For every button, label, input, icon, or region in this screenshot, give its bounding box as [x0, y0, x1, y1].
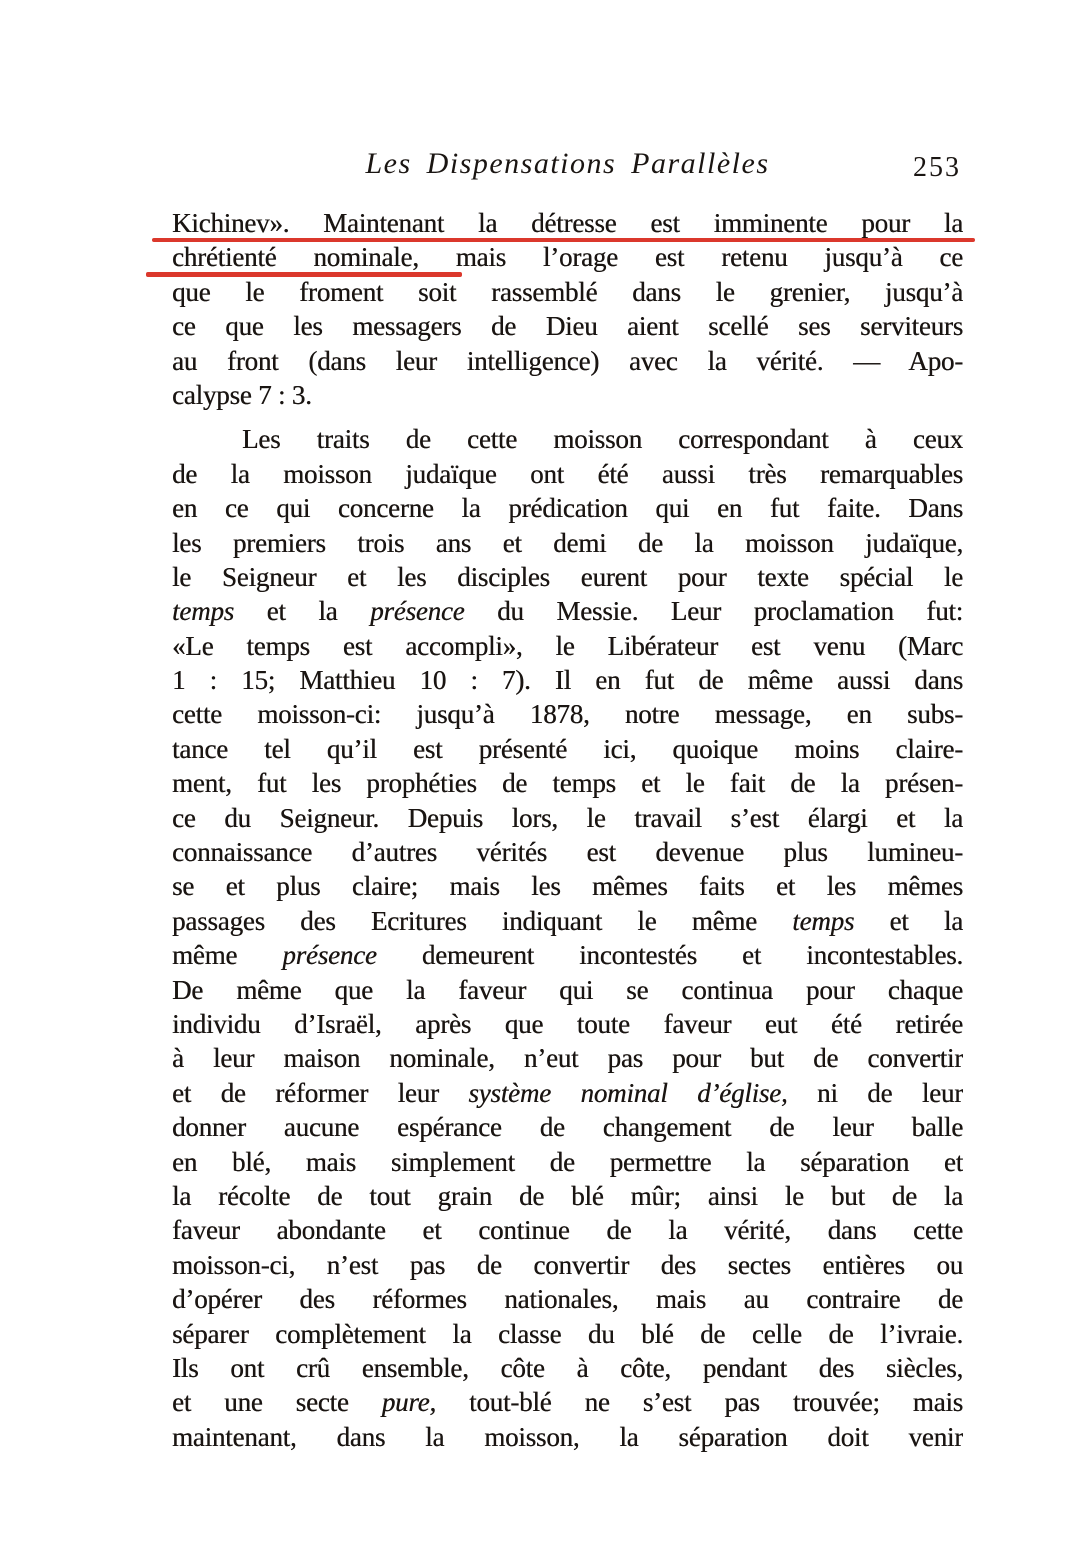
text-line — [172, 309, 963, 343]
page-number: 253 — [913, 152, 961, 183]
text-line — [172, 594, 963, 628]
text-segment: séparer complètement la classe du blé de celle de l’ivraie. — [172, 1318, 963, 1349]
text-line — [172, 1385, 963, 1419]
text-segment: maintenant, dans la moisson, la séparation doit venir — [172, 1421, 963, 1452]
text-segment: faveur abondante et continue de la vérité, dans cette — [172, 1215, 963, 1246]
text-line — [172, 1110, 963, 1144]
text-segment: chrétienté nominale, mais l’orage est retenu jusqu’à ce — [172, 242, 963, 273]
text-segment: la récolte de tout grain de blé mûr; ainsi le but de la — [172, 1180, 963, 1211]
text-segment: et la — [234, 596, 371, 627]
text-line — [172, 1248, 963, 1282]
running-header — [172, 146, 963, 184]
text-segment: au front (dans leur intelligence) avec la vérité. — Apo- — [172, 345, 963, 376]
text-line — [172, 491, 963, 525]
text-line — [172, 663, 963, 697]
text-segment: cette moisson-ci: jusqu’à 1878, notre message, en subs- — [172, 699, 963, 730]
text-segment: en ce qui concerne la prédication qui en fut faite. Dans — [172, 493, 963, 524]
text-line — [172, 526, 963, 560]
text-segment: demeurent incontestés et incontestables. — [376, 940, 963, 971]
text-line — [172, 697, 963, 731]
text-line — [172, 1007, 963, 1041]
text-line — [172, 1420, 963, 1454]
emphasized-text: temps — [172, 596, 234, 627]
paragraph — [172, 422, 963, 1454]
text-line — [172, 1145, 963, 1179]
text-segment: moisson-ci, n’est pas de convertir des sectes entières ou — [172, 1249, 963, 1280]
text-segment: Ils ont crû ensemble, côte à côte, pendant des siècles, — [172, 1352, 963, 1383]
text-segment: tance tel qu’il est présenté ici, quoique moins claire- — [172, 733, 963, 764]
text-line — [172, 801, 963, 835]
text-line — [172, 378, 963, 412]
text-line — [172, 835, 963, 869]
text-line — [172, 732, 963, 766]
text-line — [172, 869, 963, 903]
text-segment: que le froment soit rassemblé dans le grenier, jusqu’à — [172, 276, 963, 307]
text-segment: «Le temps est accompli», le Libérateur est venu (Marc — [172, 630, 963, 661]
text-line — [172, 1041, 963, 1075]
text-segment: se et plus claire; mais les mêmes faits et les mêmes — [172, 871, 963, 902]
text-segment: tout-blé ne s’est pas trouvée; mais — [435, 1387, 963, 1418]
text-segment: et de réformer leur — [172, 1077, 469, 1108]
text-line — [172, 1076, 963, 1110]
text-segment: Kichinev». Maintenant la détresse est imminente pour la — [172, 208, 963, 238]
text-segment: calypse 7 : 3. — [172, 379, 312, 410]
text-line — [172, 206, 963, 240]
text-segment: ce que les messagers de Dieu aient scellé ses serviteurs — [172, 311, 963, 342]
text-line — [172, 560, 963, 594]
emphasized-text: temps — [792, 905, 855, 936]
text-line — [172, 1179, 963, 1213]
text-line — [172, 422, 963, 456]
text-line — [172, 344, 963, 378]
text-segment: ni de leur — [787, 1077, 963, 1108]
text-segment: donner aucune espérance de changement de leur balle — [172, 1112, 963, 1143]
text-line — [172, 275, 963, 309]
text-segment: et une secte — [172, 1387, 382, 1418]
text-line — [172, 457, 963, 491]
paragraph — [172, 206, 963, 412]
text-segment: et la — [854, 905, 963, 936]
text-segment: même — [172, 940, 283, 971]
text-line — [172, 938, 963, 972]
red-underline-mark — [146, 272, 462, 277]
text-segment: le Seigneur et les disciples eurent pour texte spécial le — [172, 561, 963, 592]
text-segment: à leur maison nominale, n’eut pas pour but de convertir — [172, 1043, 963, 1074]
text-segment: en blé, mais simplement de permettre la séparation et — [172, 1146, 963, 1177]
text-segment: 1 : 15; Matthieu 10 : 7). Il en fut de même aussi dans — [172, 665, 963, 696]
text-segment: ce du Seigneur. Depuis lors, le travail s’est élargi et la — [172, 802, 963, 833]
emphasized-text: présence — [370, 596, 465, 627]
text-line — [172, 240, 963, 274]
text-segment: passages des Ecritures indiquant le même — [172, 905, 793, 936]
emphasized-text: présence — [282, 940, 377, 971]
text-segment: De même que la faveur qui se continua pour chaque — [172, 974, 963, 1005]
text-segment: Les traits de cette moisson correspondant à ceux — [242, 424, 963, 455]
red-underline-mark — [152, 238, 975, 242]
page-body — [172, 206, 963, 1454]
text-line — [172, 629, 963, 663]
text-line — [172, 904, 963, 938]
text-segment: individu d’Israël, après que toute faveur eut été retirée — [172, 1008, 963, 1039]
text-line — [172, 973, 963, 1007]
text-segment: ment, fut les prophéties de temps et le fait de la présen- — [172, 768, 963, 799]
text-line — [172, 1213, 963, 1247]
text-line — [172, 1282, 963, 1316]
text-segment: d’opérer des réformes nationales, mais au contraire de — [172, 1284, 963, 1315]
emphasized-text: pure, — [381, 1387, 436, 1418]
text-line — [172, 1351, 963, 1385]
text-line — [172, 766, 963, 800]
text-line — [172, 1317, 963, 1351]
page-title: Les Dispensations Parallèles — [365, 147, 770, 180]
text-segment: du Messie. Leur proclamation fut: — [464, 596, 963, 627]
emphasized-text: système nominal d’église, — [468, 1077, 788, 1108]
text-segment: de la moisson judaïque ont été aussi très remarquables — [172, 458, 963, 489]
text-segment: les premiers trois ans et demi de la moisson judaïque, — [172, 527, 963, 558]
text-segment: connaissance d’autres vérités est devenue plus lumineu- — [172, 837, 963, 868]
